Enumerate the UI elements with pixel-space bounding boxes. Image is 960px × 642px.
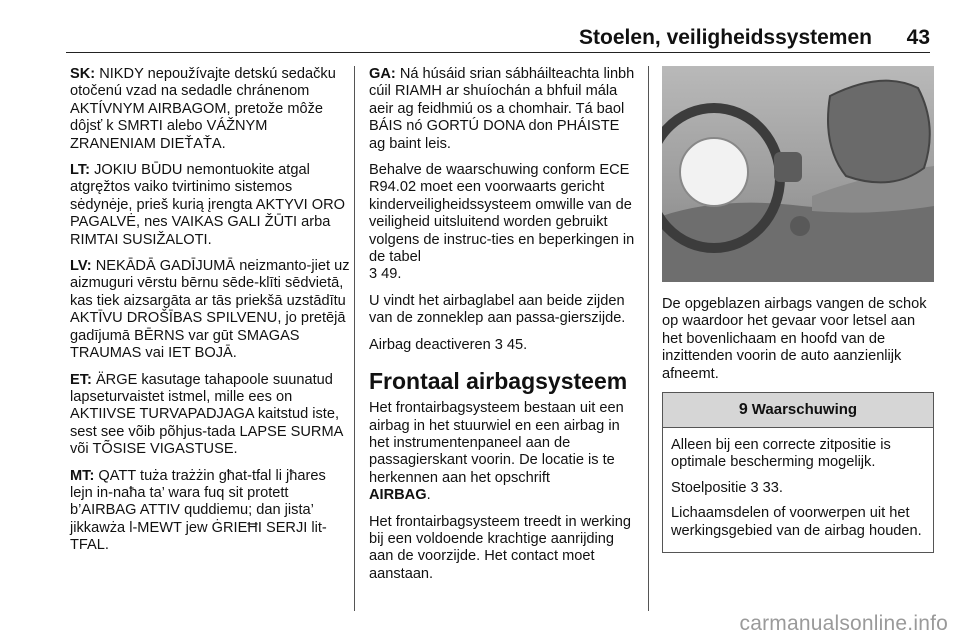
body-text: Behalve de waarschuwing conform ECE R94.02 moet een voorwaarts gericht kinderveiligheidssysteem omwille van de veiligheid uitsluitend worden gebruikt volgens de instruc-ties en beperkingen in de tabel bbox=[369, 162, 635, 266]
knob-shape bbox=[790, 216, 810, 236]
column-middle bbox=[369, 66, 637, 592]
warning-body-paragraph: Alleen bij een correcte zitpositie is optimale bescherming mogelijk. bbox=[671, 437, 891, 471]
airbag-label-text: AIRBAG bbox=[369, 487, 427, 504]
page-header bbox=[66, 22, 930, 52]
warning-triangle-icon: 9 bbox=[738, 401, 748, 419]
warning-text: QATT tuża trażżin għat-tfal li jħares lejn in-naħa ta’ wara fuq sit protett b’AIRBAG ATTIV quddiemu; dan jista’ jikkawża l-MEWT jew ĠRIEĦI SERJI lit-TFAL. bbox=[70, 467, 327, 554]
column-divider-1 bbox=[354, 66, 355, 611]
header-title: Stoelen, veiligheidssystemen bbox=[579, 26, 872, 49]
page-number: 43 bbox=[906, 26, 930, 49]
body-paragraph bbox=[369, 162, 637, 284]
warning-paragraph-lv bbox=[70, 258, 350, 362]
body-paragraph: U vindt het airbaglabel aan beide zijden van de zonneklep aan passa-gierszijde. bbox=[369, 292, 626, 327]
header-rule bbox=[66, 52, 930, 53]
warning-box bbox=[662, 392, 934, 553]
warning-text: NIKDY nepoužívajte detskú sedačku otočenú vzad na sedadle chránenom AKTÍVNYM AIRBAGOM, pretože môže dôjsť k SMRTI alebo VÁŽNYM ZRANENIAM DIEŤAŤA. bbox=[70, 66, 336, 152]
airbag-illustration bbox=[662, 66, 934, 282]
airbag-illustration-svg bbox=[662, 66, 934, 282]
language-code: MT: bbox=[70, 467, 95, 484]
watermark: carmanualsonline.info bbox=[739, 612, 948, 635]
column-right bbox=[662, 66, 934, 553]
language-code: LV: bbox=[70, 258, 92, 275]
language-code: LT: bbox=[70, 162, 90, 179]
body-paragraph: Airbag deactiveren 3 45. bbox=[369, 336, 528, 353]
body-paragraph bbox=[369, 400, 637, 504]
warning-body-paragraph: Stoelpositie 3 33. bbox=[671, 479, 783, 496]
section-heading: Frontaal airbagsysteem bbox=[369, 368, 628, 395]
column-divider-2 bbox=[648, 66, 649, 611]
language-code: GA: bbox=[369, 66, 396, 82]
warning-text: NEKĀDĀ GADĪJUMĀ neizmanto-jiet uz aizmuguri vērstu bērnu sēde-klīti sēdvietā, kas tiek aizsargāta ar tās priekšā uzstādītu AKTĪVU DROŠĪBAS SPILVENU, jo pretējā gadījumā BĒRNS var gūt SMAGAS TRAUMAS vai IET BOJĀ. bbox=[70, 258, 350, 362]
column-left bbox=[70, 66, 350, 564]
language-code: ET: bbox=[70, 371, 92, 388]
driver-airbag-shape bbox=[680, 138, 748, 206]
warning-text: Ná húsáid srian sábháilteachta linbh cúil RIAMH ar shuíochán a bhfuil mála aeir ag feidhmiú os a chomhair. Tá baol BÁIS nó GORTÚ DONA don PHÁISTE ag baint leis. bbox=[369, 66, 635, 152]
passenger-airbag-shape bbox=[828, 81, 930, 183]
warning-paragraph-et bbox=[70, 372, 350, 459]
warning-paragraph-lt bbox=[70, 162, 350, 249]
warning-text: ÄRGE kasutage tahapoole suunatud lapseturvaistet istmel, mille ees on AKTIIVSE TURVAPADJAGA kaitstud iste, sest see võib põhjus-tada LAPSE SURMA või TÕSISE VIGASTUSE. bbox=[70, 371, 343, 458]
warning-body-paragraph: Lichaamsdelen of voorwerpen uit het werkingsgebied van de airbag houden. bbox=[671, 505, 922, 539]
warning-text: JOKIU BŪDU nemontuokite atgal atgręžtos vaiko tvirtinimo sistemos sėdynėje, prieš kurią įrengta AKTYVI ORO PAGALVĖ, nes VAIKAS GALI ŽŪTI arba RIMTAI SUSIŽALOTI. bbox=[70, 162, 345, 248]
warning-header bbox=[663, 393, 933, 428]
body-paragraph: Het frontairbagsysteem treedt in werking bij een voldoende krachtige aanrijding aan de voorzijde. Het contact moet aanstaan. bbox=[369, 513, 631, 582]
vent-shape bbox=[774, 152, 802, 182]
warning-title: Waarschuwing bbox=[751, 401, 858, 419]
body-text: Het frontairbagsysteem bestaan uit een airbag in het stuurwiel en een airbag in het instrumentenpaneel aan de passagierskant voorin. De locatie is te herkennen aan het opschrift bbox=[369, 400, 624, 486]
warning-paragraph-mt bbox=[70, 468, 350, 555]
page-reference-link[interactable]: 3 49. bbox=[369, 266, 402, 283]
body-text: . bbox=[426, 487, 431, 504]
figure-caption: De opgeblazen airbags vangen de schok op waardoor het gevaar voor letsel aan het bovenlichaam en hoofd van de inzittenden voorin de auto aanzienlijk afneemt. bbox=[662, 296, 927, 382]
language-code: SK: bbox=[70, 66, 96, 82]
warning-paragraph-sk bbox=[70, 66, 350, 153]
warning-body bbox=[663, 428, 933, 552]
warning-paragraph-ga bbox=[369, 66, 637, 153]
